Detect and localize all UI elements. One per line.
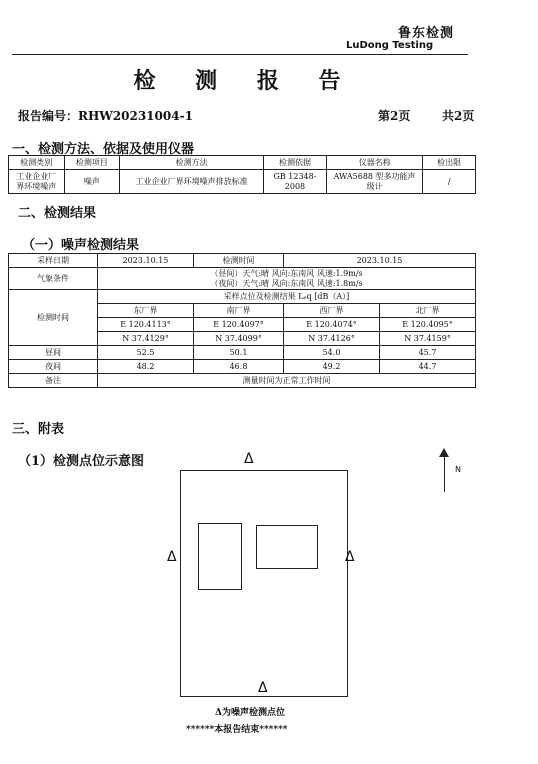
point-name: 南厂界 [194, 304, 284, 318]
day-label: 昼间 [9, 346, 98, 360]
point-name: 东厂界 [98, 304, 194, 318]
sampling-date: 2023.10.15 [98, 254, 194, 268]
point-longitude: E 120.4095° [380, 318, 476, 332]
company-name-en: LuDong Testing [346, 40, 434, 51]
night-label: 夜间 [9, 360, 98, 374]
monitoring-point-south: Δ [258, 680, 268, 696]
monitoring-point-east: Δ [345, 549, 355, 565]
night-value: 46.8 [194, 360, 284, 374]
day-value: 50.1 [194, 346, 284, 360]
report-end: ******本报告结束****** [186, 725, 288, 735]
section3-heading: 三、附表 [12, 422, 65, 437]
page-number: 第2页 [378, 109, 411, 123]
report-title: 检 测 报 告 [133, 68, 357, 94]
company-name-cn: 鲁东检测 [398, 26, 455, 41]
note-value: 测量时间为正常工作时间 [98, 374, 476, 388]
header-rule [12, 54, 468, 55]
result-header: 采样点位及检测结果 Lₑq [dB（A）] [98, 290, 476, 304]
note-label: 备注 [9, 374, 98, 388]
point-name: 西厂界 [284, 304, 380, 318]
col-header: 仪器名称 [326, 156, 423, 170]
building-right [256, 525, 318, 569]
section2-heading: 二、检测结果 [18, 206, 97, 221]
point-latitude: N 37.4126° [284, 332, 380, 346]
detect-time-row-label: 检测时间 [9, 290, 98, 346]
col-header: 检测项目 [64, 156, 120, 170]
night-value: 48.2 [98, 360, 194, 374]
limit-cell: / [423, 170, 476, 194]
instrument-cell: AWA5688 型多功能声 级计 [326, 170, 423, 194]
col-header: 检出限 [423, 156, 476, 170]
method-cell: 工业企业厂界环境噪声排放标准 [120, 170, 264, 194]
point-longitude: E 120.4113° [98, 318, 194, 332]
weather-label: 气象条件 [9, 268, 98, 290]
weather-cell: （昼间）天气:晴 风向:东南风 风速:1.9m/s （夜间）天气:晴 风向:东南风 风速:1.8m/s [98, 268, 476, 290]
detect-date: 2023.10.15 [284, 254, 476, 268]
site-map-heading: （1）检测点位示意图 [18, 454, 145, 469]
north-arrow-shaft [444, 455, 445, 492]
noise-results-table [8, 253, 476, 388]
noise-results-heading: （一）噪声检测结果 [22, 238, 140, 253]
night-value: 49.2 [284, 360, 380, 374]
detect-time-label: 检测时间 [194, 254, 284, 268]
point-latitude: N 37.4159° [380, 332, 476, 346]
col-header: 检测类别 [9, 156, 65, 170]
map-legend: Δ为噪声检测点位 [215, 708, 285, 718]
monitoring-point-west: Δ [167, 549, 177, 565]
monitoring-point-north: Δ [244, 451, 254, 467]
page-total: 共2页 [442, 109, 475, 123]
day-value: 52.5 [98, 346, 194, 360]
sampling-date-label: 采样日期 [9, 254, 98, 268]
category-cell: 工业企业厂 界环境噪声 [9, 170, 65, 194]
day-value: 54.0 [284, 346, 380, 360]
point-longitude: E 120.4074° [284, 318, 380, 332]
report-number: 报告编号：RHW20231004-1 [18, 109, 193, 123]
north-label: N [455, 465, 461, 474]
night-value: 44.7 [380, 360, 476, 374]
methods-table [8, 155, 476, 194]
basis-cell: GB 12348-2008 [264, 170, 327, 194]
point-latitude: N 37.4129° [98, 332, 194, 346]
day-value: 45.7 [380, 346, 476, 360]
point-latitude: N 37.4099° [194, 332, 284, 346]
section1-heading: 一、检测方法、依据及使用仪器 [12, 142, 195, 157]
item-cell: 噪声 [64, 170, 120, 194]
point-longitude: E 120.4097° [194, 318, 284, 332]
building-left [198, 523, 242, 590]
col-header: 检测依据 [264, 156, 327, 170]
col-header: 检测方法 [120, 156, 264, 170]
point-name: 北厂界 [380, 304, 476, 318]
